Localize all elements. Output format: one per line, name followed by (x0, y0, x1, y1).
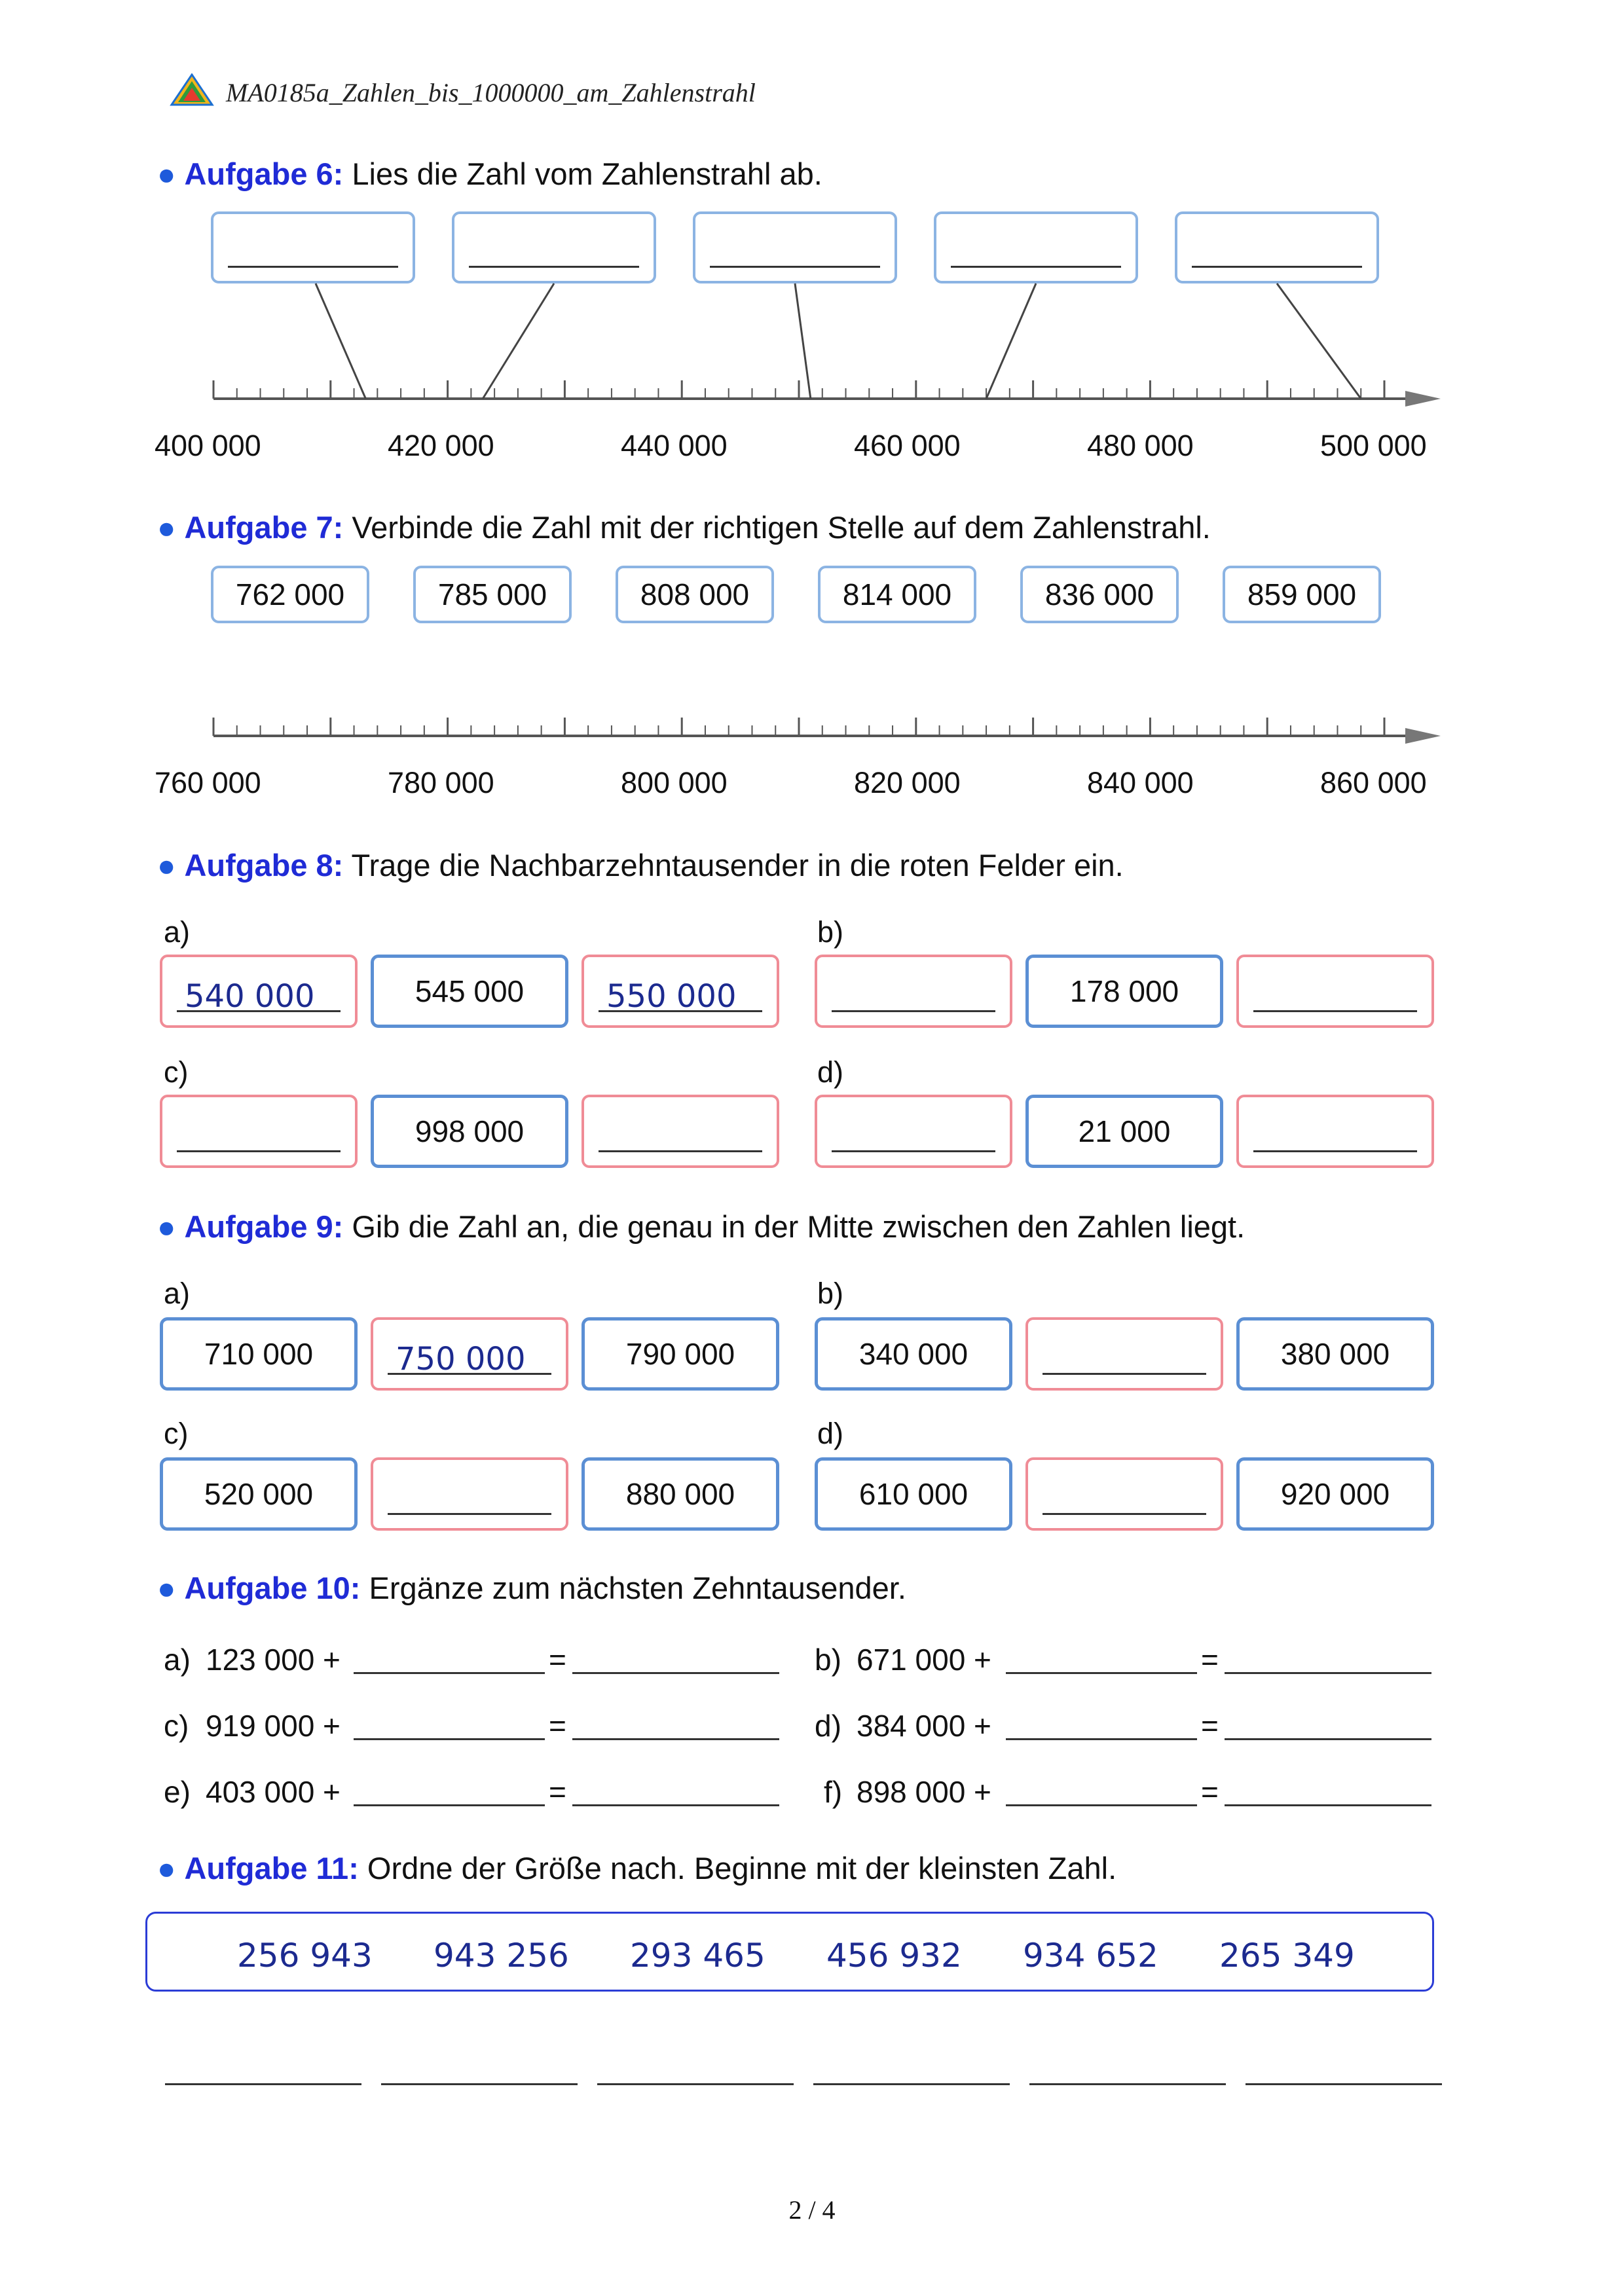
sorted-answer-line[interactable] (1029, 2083, 1226, 2085)
equation-term: 123 000 + (206, 1643, 341, 1677)
equation-label: d) (815, 1709, 841, 1743)
number-to-sort: 265 349 (1219, 1937, 1355, 1975)
number-to-sort: 293 465 (630, 1937, 766, 1975)
number-to-sort: 256 943 (237, 1937, 373, 1975)
handwritten-answer: 550 000 (606, 978, 737, 1015)
group-label: a) (164, 1277, 191, 1310)
equals-sign: = (549, 1775, 566, 1809)
task8-heading (157, 847, 1124, 883)
task8d-right-field[interactable] (1236, 1095, 1434, 1168)
task7-number-line (0, 0, 1624, 825)
task7-number-card[interactable]: 859 000 (1223, 566, 1381, 623)
answer-line (388, 1513, 551, 1515)
task8c-given-number: 998 000 (371, 1095, 568, 1168)
axis-label: 840 000 (1087, 766, 1194, 799)
task11-bullet: ● (157, 1851, 176, 1886)
task8c-right-field[interactable] (581, 1095, 779, 1168)
addend-input-line[interactable] (354, 1672, 545, 1674)
task7-instruction: Verbinde die Zahl mit der richtigen Stelle auf dem Zahlenstrahl. (352, 510, 1211, 545)
group-label: b) (817, 1277, 844, 1310)
sorted-answer-line[interactable] (1246, 2083, 1442, 2085)
task8-bullet: ● (157, 848, 176, 883)
group-label: d) (817, 1055, 844, 1089)
sorted-answer-line[interactable] (381, 2083, 578, 2085)
task8b-given-number: 178 000 (1025, 955, 1223, 1028)
task10-bullet: ● (157, 1571, 176, 1605)
group-label: c) (164, 1417, 189, 1450)
task9c-left-number: 520 000 (160, 1457, 358, 1531)
axis-label: 500 000 (1320, 429, 1427, 462)
task9-bullet: ● (157, 1209, 176, 1244)
equals-sign: = (549, 1709, 566, 1743)
task9c-middle-field[interactable] (371, 1457, 568, 1531)
result-input-line[interactable] (1225, 1672, 1431, 1674)
equals-sign: = (1201, 1643, 1219, 1677)
task9a-right-number: 790 000 (581, 1317, 779, 1391)
answer-line (1253, 1010, 1417, 1012)
number-to-sort: 934 652 (1023, 1937, 1158, 1975)
addend-input-line[interactable] (1006, 1672, 1197, 1674)
task8-label: Aufgabe 8: (184, 848, 344, 883)
result-input-line[interactable] (572, 1738, 779, 1740)
equation-term: 671 000 + (857, 1643, 991, 1677)
sorted-answer-line[interactable] (597, 2083, 794, 2085)
task8a-given-number: 545 000 (371, 955, 568, 1028)
equation-term: 384 000 + (857, 1709, 991, 1743)
axis-label: 780 000 (388, 766, 494, 799)
answer-line (1043, 1513, 1206, 1515)
axis-arrowhead-icon (1405, 728, 1441, 744)
task8d-left-field[interactable] (815, 1095, 1012, 1168)
task9d-middle-field[interactable] (1025, 1457, 1223, 1531)
equation-label: e) (164, 1775, 191, 1809)
task9-instruction: Gib die Zahl an, die genau in der Mitte zwischen den Zahlen liegt. (352, 1209, 1246, 1244)
task10-instruction: Ergänze zum nächsten Zehntausender. (369, 1571, 906, 1605)
task8b-right-field[interactable] (1236, 955, 1434, 1028)
task9b-left-number: 340 000 (815, 1317, 1012, 1391)
result-input-line[interactable] (572, 1804, 779, 1806)
answer-line (832, 1150, 995, 1152)
task7-number-card[interactable]: 808 000 (616, 566, 774, 623)
document-title: MA0185a_Zahlen_bis_1000000_am_Zahlenstrahl (226, 78, 756, 107)
equation-label: f) (824, 1775, 843, 1809)
axis-label: 820 000 (854, 766, 961, 799)
task6-instruction: Lies die Zahl vom Zahlenstrahl ab. (352, 156, 822, 191)
axis-label: 440 000 (621, 429, 728, 462)
number-to-sort: 456 932 (826, 1937, 962, 1975)
task9-heading (157, 1209, 1245, 1245)
answer-line (599, 1150, 762, 1152)
equals-sign: = (1201, 1775, 1219, 1809)
task11-label: Aufgabe 11: (184, 1851, 359, 1886)
task9a-left-number: 710 000 (160, 1317, 358, 1391)
result-input-line[interactable] (572, 1672, 779, 1674)
equation-label: c) (164, 1709, 189, 1743)
group-label: b) (817, 915, 844, 949)
addend-input-line[interactable] (1006, 1804, 1197, 1806)
task9a-middle-field[interactable] (371, 1317, 568, 1391)
group-label: d) (817, 1417, 844, 1450)
result-input-line[interactable] (1225, 1738, 1431, 1740)
axis-label: 420 000 (388, 429, 494, 462)
page-number: 2 / 4 (788, 2195, 836, 2225)
axis-label: 760 000 (155, 766, 261, 799)
axis-label: 480 000 (1087, 429, 1194, 462)
number-to-sort: 943 256 (434, 1937, 569, 1975)
task9b-right-number: 380 000 (1236, 1317, 1434, 1391)
axis-label: 860 000 (1320, 766, 1427, 799)
addend-input-line[interactable] (354, 1738, 545, 1740)
task8a-left-field[interactable] (160, 955, 358, 1028)
task10-label: Aufgabe 10: (184, 1571, 361, 1605)
result-input-line[interactable] (1225, 1804, 1431, 1806)
handwritten-answer: 540 000 (185, 978, 315, 1015)
task9d-right-number: 920 000 (1236, 1457, 1434, 1531)
group-label: c) (164, 1055, 189, 1089)
equals-sign: = (549, 1643, 566, 1677)
addend-input-line[interactable] (354, 1804, 545, 1806)
sorted-answer-line[interactable] (813, 2083, 1010, 2085)
task8-instruction: Trage die Nachbarzehntausender in die roten Felder ein. (351, 848, 1124, 883)
task7-number-card[interactable]: 785 000 (413, 566, 572, 623)
task11-instruction: Ordne der Größe nach. Beginne mit der kleinsten Zahl. (367, 1851, 1117, 1886)
answer-line (1253, 1150, 1417, 1152)
task7-number-card[interactable]: 762 000 (211, 566, 369, 623)
task8d-given-number: 21 000 (1025, 1095, 1223, 1168)
equation-label: b) (815, 1643, 841, 1677)
task11-heading (157, 1850, 1116, 1886)
task10-heading (157, 1570, 906, 1606)
task9c-right-number: 880 000 (581, 1457, 779, 1531)
equation-term: 403 000 + (206, 1775, 341, 1809)
handwritten-answer: 750 000 (396, 1341, 526, 1377)
task7-label: Aufgabe 7: (184, 510, 344, 545)
task7-bullet: ● (157, 510, 176, 545)
axis-label: 400 000 (155, 429, 261, 462)
sorted-answer-line[interactable] (165, 2083, 361, 2085)
axis-label: 460 000 (854, 429, 961, 462)
equation-label: a) (164, 1643, 191, 1677)
task9-label: Aufgabe 9: (184, 1209, 344, 1244)
task8c-left-field[interactable] (160, 1095, 358, 1168)
task7-axis-labels (135, 766, 1543, 805)
task6-label: Aufgabe 6: (184, 156, 344, 191)
task7-number-card[interactable]: 836 000 (1020, 566, 1179, 623)
task6-bullet: ● (157, 156, 176, 191)
answer-line (832, 1010, 995, 1012)
task8a-right-field[interactable] (581, 955, 779, 1028)
task8b-left-field[interactable] (815, 955, 1012, 1028)
answer-line (1043, 1373, 1206, 1375)
equation-term: 919 000 + (206, 1709, 341, 1743)
task9d-left-number: 610 000 (815, 1457, 1012, 1531)
equals-sign: = (1201, 1709, 1219, 1743)
task7-number-card[interactable]: 814 000 (818, 566, 976, 623)
addend-input-line[interactable] (1006, 1738, 1197, 1740)
group-label: a) (164, 915, 191, 949)
answer-line (177, 1150, 341, 1152)
axis-label: 800 000 (621, 766, 728, 799)
equation-term: 898 000 + (857, 1775, 991, 1809)
task9b-middle-field[interactable] (1025, 1317, 1223, 1391)
